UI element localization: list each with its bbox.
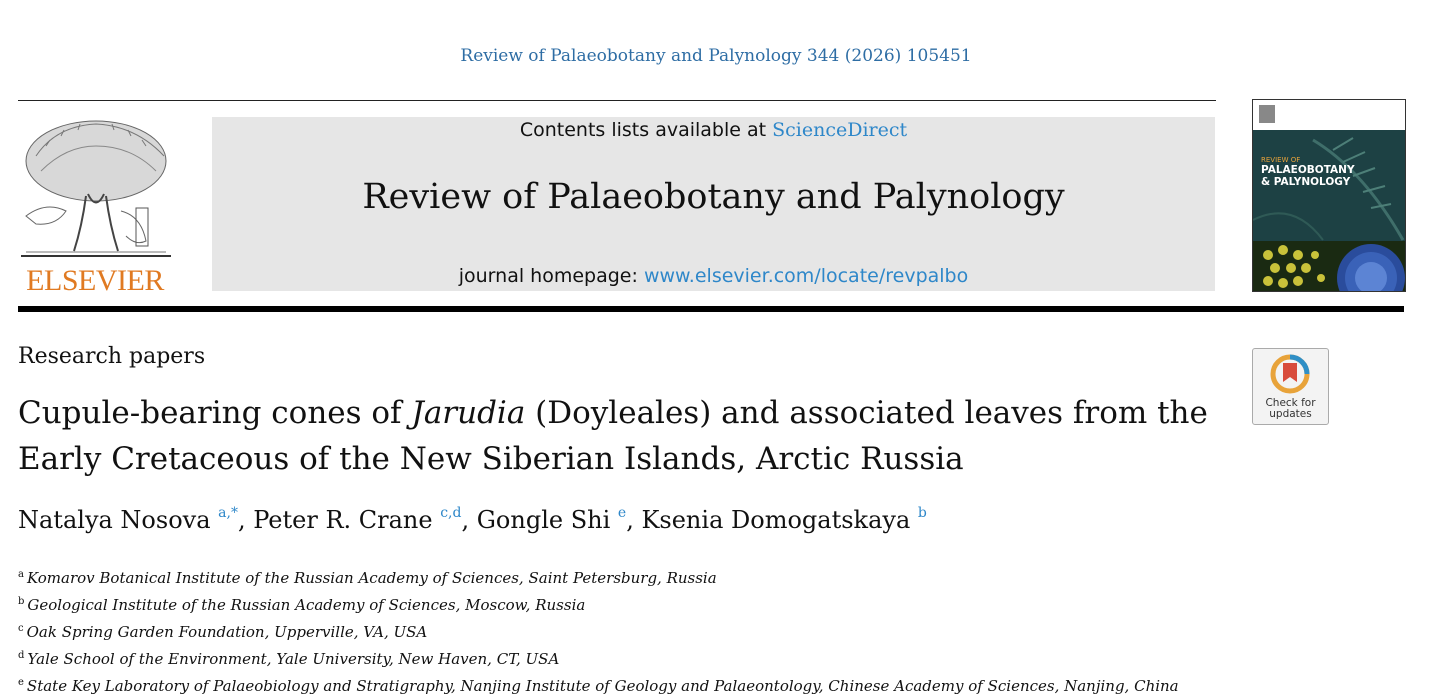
contents-prefix: Contents lists available at — [519, 119, 767, 141]
author-affiliation-marker[interactable]: e — [617, 505, 627, 521]
author-separator: , — [461, 506, 477, 534]
title-part1: Cupule-bearing cones of — [18, 395, 412, 431]
journal-homepage-link[interactable]: www.elsevier.com/locate/revpalbo — [643, 265, 969, 287]
affiliation-list — [18, 563, 1179, 698]
author-name[interactable]: Natalya Nosova — [18, 506, 211, 534]
section-divider — [18, 306, 1404, 312]
affiliation-text: Komarov Botanical Institute of the Russian Academy of Sciences, Saint Petersburg, Russia — [26, 569, 717, 587]
affiliation-label: e — [18, 677, 24, 688]
author-separator: , — [237, 506, 254, 534]
cover-title-line1: PALAEOBOTANY — [1261, 164, 1355, 177]
affiliation-text: Geological Institute of the Russian Academy of Sciences, Moscow, Russia — [27, 596, 586, 614]
cover-artwork — [1253, 100, 1405, 291]
journal-cover-thumbnail[interactable] — [1252, 99, 1406, 292]
author-affiliation-marker[interactable]: a,* — [218, 505, 238, 521]
affiliation-text: State Key Laboratory of Palaeobiology and Stratigraphy, Nanjing Institute of Geology and Palaeontology, Chinese Academy of Sciences, Nanjing, China — [26, 677, 1179, 695]
article-title — [18, 390, 1228, 482]
check-for-updates-icon — [1270, 354, 1310, 394]
title-genus: Jarudia — [411, 395, 526, 431]
affiliation-label: a — [18, 569, 24, 580]
affiliation-item — [18, 617, 1179, 644]
affiliation-text: Yale School of the Environment, Yale University, New Haven, CT, USA — [27, 650, 560, 668]
affiliation-item — [18, 644, 1179, 671]
affiliation-text: Oak Spring Garden Foundation, Upperville, VA, USA — [26, 623, 428, 641]
title-part2: (Doyleales) and associated leaves from the Early Cretaceous of the New Siberian Islands, Arctic Russia — [18, 395, 1208, 477]
affiliation-label: c — [18, 623, 24, 634]
affiliation-item — [18, 563, 1179, 590]
sciencedirect-link[interactable]: ScienceDirect — [772, 119, 908, 141]
author-separator: , — [626, 506, 642, 534]
cover-title-line2: & PALYNOLOGY — [1261, 176, 1351, 189]
check-for-updates-button[interactable] — [1252, 348, 1329, 425]
cover-title — [1261, 156, 1355, 188]
author-affiliation-marker[interactable]: b — [917, 505, 927, 521]
affiliation-label: d — [18, 650, 25, 661]
article-type: Research papers — [18, 344, 206, 369]
check-for-updates-label — [1253, 398, 1328, 420]
affiliation-label: b — [18, 596, 25, 607]
author-name[interactable]: Ksenia Domogatskaya — [641, 506, 911, 534]
author-list — [18, 505, 927, 534]
author-name[interactable]: Gongle Shi — [476, 506, 611, 534]
author-affiliation-marker[interactable]: c,d — [440, 505, 462, 521]
journal-homepage — [212, 265, 1215, 287]
contents-availability — [212, 119, 1215, 141]
affiliation-item — [18, 590, 1179, 617]
header-rule — [18, 100, 1216, 101]
publisher-name: ELSEVIER — [26, 264, 164, 297]
journal-title: Review of Palaeobotany and Palynology — [362, 177, 1065, 217]
check-for-updates-line2: updates — [1269, 408, 1312, 420]
cover-title-small: REVIEW OF — [1261, 156, 1301, 164]
check-for-updates-line1: Check for — [1265, 397, 1316, 409]
journal-masthead — [212, 117, 1215, 291]
journal-citation-link[interactable]: Review of Palaeobotany and Palynology 344 (2026) 105451 — [460, 46, 972, 66]
author-name[interactable]: Peter R. Crane — [253, 506, 433, 534]
homepage-prefix: journal homepage: — [458, 265, 638, 287]
publisher-logo[interactable] — [16, 116, 174, 297]
elsevier-tree-logo — [16, 116, 174, 261]
